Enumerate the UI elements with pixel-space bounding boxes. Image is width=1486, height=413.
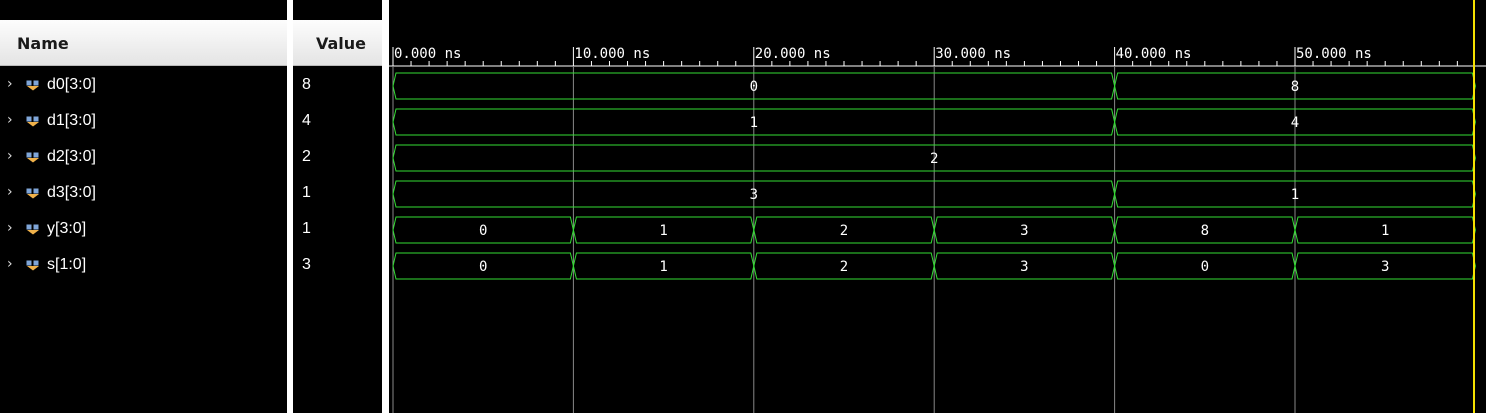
signal-value: 8 [302,76,311,93]
signal-row[interactable] [0,68,287,104]
time-tick-label: 10.000 ns [574,46,651,62]
signal-row[interactable] [0,212,287,248]
time-tick-label: 40.000 ns [1115,46,1192,62]
bus-value-label: 0 [478,223,488,239]
bus-signal-icon [26,80,40,91]
expand-chevron-icon[interactable]: › [7,148,13,164]
signal-name: s[1:0] [47,256,87,273]
bus-signal-icon [26,260,40,271]
bus-value-label: 3 [1380,259,1390,275]
signal-row[interactable] [0,176,287,212]
expand-chevron-icon[interactable]: › [7,76,13,92]
signal-row[interactable] [0,248,287,284]
expand-chevron-icon[interactable]: › [7,112,13,128]
signal-value: 4 [302,112,311,129]
signal-name: y[3:0] [47,220,87,237]
bus-value-label: 0 [478,259,488,275]
bus-value-label: 0 [1200,259,1210,275]
bus-value-label: 1 [749,115,759,131]
waveform-canvas[interactable] [389,0,1486,413]
bus-signal-icon [26,224,40,235]
time-tick-label: 50.000 ns [1296,46,1372,62]
bus-value-label: 1 [659,259,668,275]
signal-row[interactable] [0,140,287,176]
time-tick-label: 0.000 ns [394,46,462,62]
signal-value: 1 [302,184,311,201]
expand-chevron-icon[interactable]: › [7,184,13,200]
signal-name: d1[3:0] [47,112,96,129]
bus-signal-icon [26,116,40,127]
signal-row[interactable] [0,104,287,140]
bus-value-label: 3 [749,187,759,203]
bus-signal-icon [26,152,40,163]
expand-chevron-icon[interactable]: › [7,220,13,236]
bus-value-label: 3 [1020,259,1029,275]
names-pane-top [0,0,287,20]
bus-value-label: 8 [1290,79,1300,95]
name-column-label: Name [17,34,69,53]
bus-value-label: 2 [929,151,939,167]
time-tick-label: 20.000 ns [754,46,831,62]
bus-value-label: 0 [749,79,759,95]
bus-value-label: 2 [839,223,849,239]
signal-name: d2[3:0] [47,148,96,165]
time-tick-label: 30.000 ns [935,46,1012,62]
signal-value: 1 [302,220,311,237]
bus-value-label: 4 [1290,115,1300,131]
bus-value-label: 1 [1380,223,1390,239]
value-wave-splitter[interactable] [382,0,389,413]
signal-value: 2 [302,148,311,165]
bus-value-label: 1 [659,223,668,239]
signal-name: d3[3:0] [47,184,96,201]
value-column-header[interactable] [293,20,382,66]
bus-signal-icon [26,188,40,199]
expand-chevron-icon[interactable]: › [7,256,13,272]
bus-value-label: 2 [839,259,849,275]
signal-name: d0[3:0] [47,76,96,93]
bus-value-label: 3 [1020,223,1029,239]
bus-value-label: 1 [1290,187,1300,203]
name-column-header[interactable] [0,20,287,66]
signal-value: 3 [302,256,311,273]
bus-value-label: 8 [1200,223,1210,239]
value-column-label: Value [316,34,367,53]
